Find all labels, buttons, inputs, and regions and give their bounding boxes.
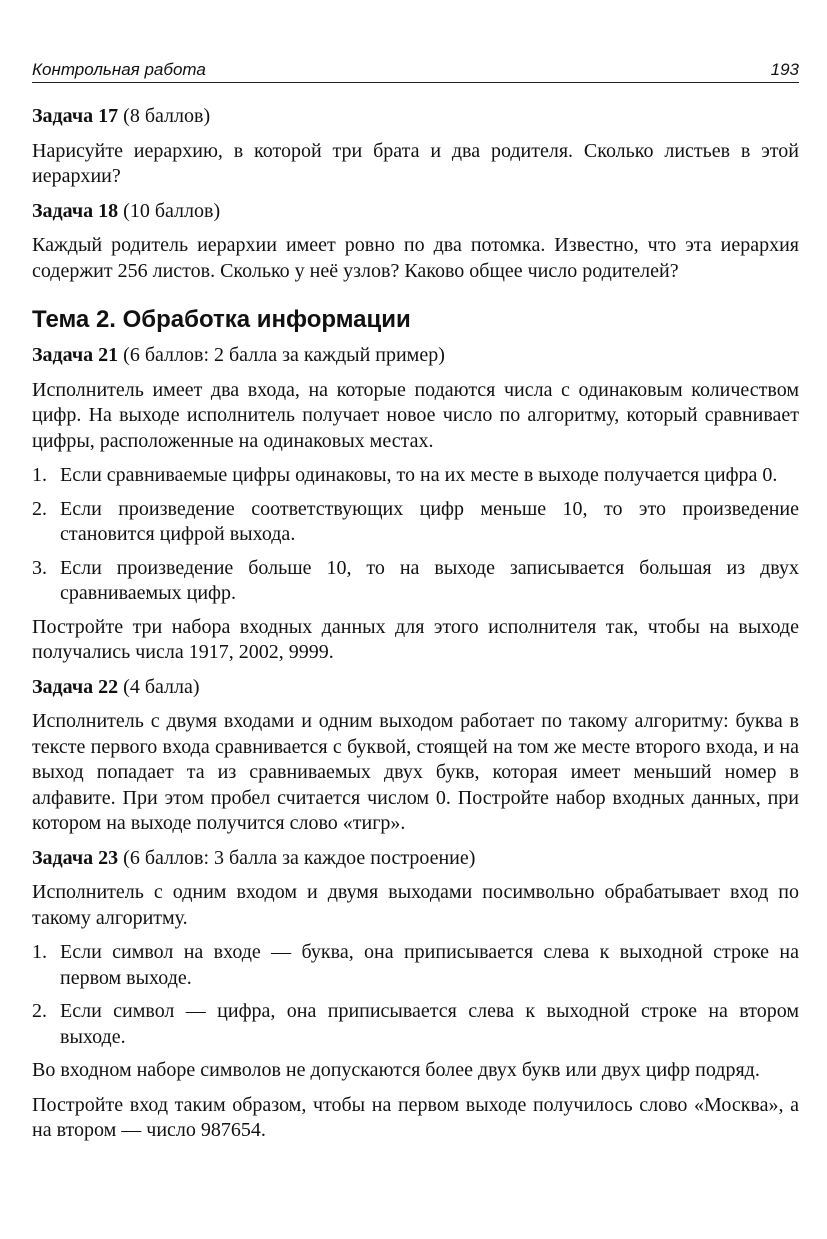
task21-list: [32, 463, 799, 607]
page-number: 193: [770, 60, 799, 79]
task22-text: Исполнитель с двумя входами и одним выходом работает по такому алгоритму: буква в тексте первого входа сравнивается с буквой, стоящей на том же месте второго входа, и на выход попадает та из сравниваемых двух букв, которая имеет меньший номер в алфавите. При этом пробел считается числом 0. Постройте набор входных данных, при котором на выходе получится слово «тигр».: [32, 710, 799, 834]
task23-outro: Постройте вход таким образом, чтобы на первом выходе получилось слово «Москва», а на втором — число 987654.: [32, 1093, 799, 1141]
list-item: [32, 940, 799, 991]
task-label: Задача 18: [32, 199, 119, 222]
list-item: [32, 556, 799, 607]
task21-heading: [32, 343, 799, 369]
task-points: (6 баллов: 2 балла за каждый пример): [123, 344, 445, 366]
task-points: (6 баллов: 3 балла за каждое построение): [123, 846, 476, 869]
task-label: Задача 21: [32, 344, 119, 366]
task-label: Задача 17: [32, 105, 119, 127]
list-text: Если произведение соответствующих цифр меньше 10, то это произведение становится цифрой выхода.: [60, 497, 799, 545]
task18-heading: [32, 199, 799, 225]
task22-heading: [32, 675, 799, 701]
task21-outro: Постройте три набора входных данных для этого исполнителя так, чтобы на выходе получались числа 1917, 2002, 9999.: [32, 615, 799, 663]
list-text: Если произведение больше 10, то на выходе записывается большая из двух сравниваемых цифр.: [60, 556, 799, 604]
task18-text: Каждый родитель иерархии имеет ровно по два потомка. Известно, что эта иерархия содержит 256 листов. Сколько у неё узлов? Каково общее число родителей?: [32, 234, 799, 282]
list-number: 3.: [32, 556, 47, 579]
task-label: Задача 23: [32, 846, 119, 869]
list-item: [32, 999, 799, 1050]
task23-list: [32, 940, 799, 1050]
task21-intro: Исполнитель имеет два входа, на которые подаются числа с одинаковым количеством цифр. На выходе исполнитель получает новое число по алгоритму, который сравнивает цифры, расположенные на одинаковых местах.: [32, 378, 799, 452]
task-points: (8 баллов): [123, 105, 211, 127]
task17-heading: [32, 104, 799, 130]
task23-heading: [32, 846, 799, 872]
task23-intro: Исполнитель с одним входом и двумя выходами посимвольно обрабатывает вход по такому алгоритму.: [32, 881, 799, 929]
task-label: Задача 22: [32, 675, 119, 698]
task17-text: Нарисуйте иерархию, в которой три брата и два родителя. Сколько листьев в этой иерархии?: [32, 139, 799, 187]
list-text: Если символ на входе — буква, она приписывается слева к выходной строке на первом выходе.: [60, 941, 799, 989]
task-points: (10 баллов): [123, 199, 221, 222]
list-number: 1.: [32, 941, 47, 963]
list-item: [32, 497, 799, 548]
task23-note: Во входном наборе символов не допускаются более двух букв или двух цифр подряд.: [32, 1059, 760, 1081]
page-content: [32, 104, 799, 1153]
list-number: 1.: [32, 464, 47, 486]
running-header: [32, 58, 799, 83]
header-title: Контрольная работа: [32, 60, 206, 79]
list-item: [32, 463, 799, 489]
list-text: Если сравниваемые цифры одинаковы, то на их месте в выходе получается цифра 0.: [60, 464, 778, 486]
section-title: Тема 2. Обработка информации: [32, 306, 411, 333]
list-number: 2.: [32, 497, 47, 520]
list-text: Если символ — цифра, она приписывается слева к выходной строке на втором выходе.: [60, 1000, 799, 1048]
list-number: 2.: [32, 1000, 47, 1022]
task-points: (4 балла): [123, 675, 200, 698]
